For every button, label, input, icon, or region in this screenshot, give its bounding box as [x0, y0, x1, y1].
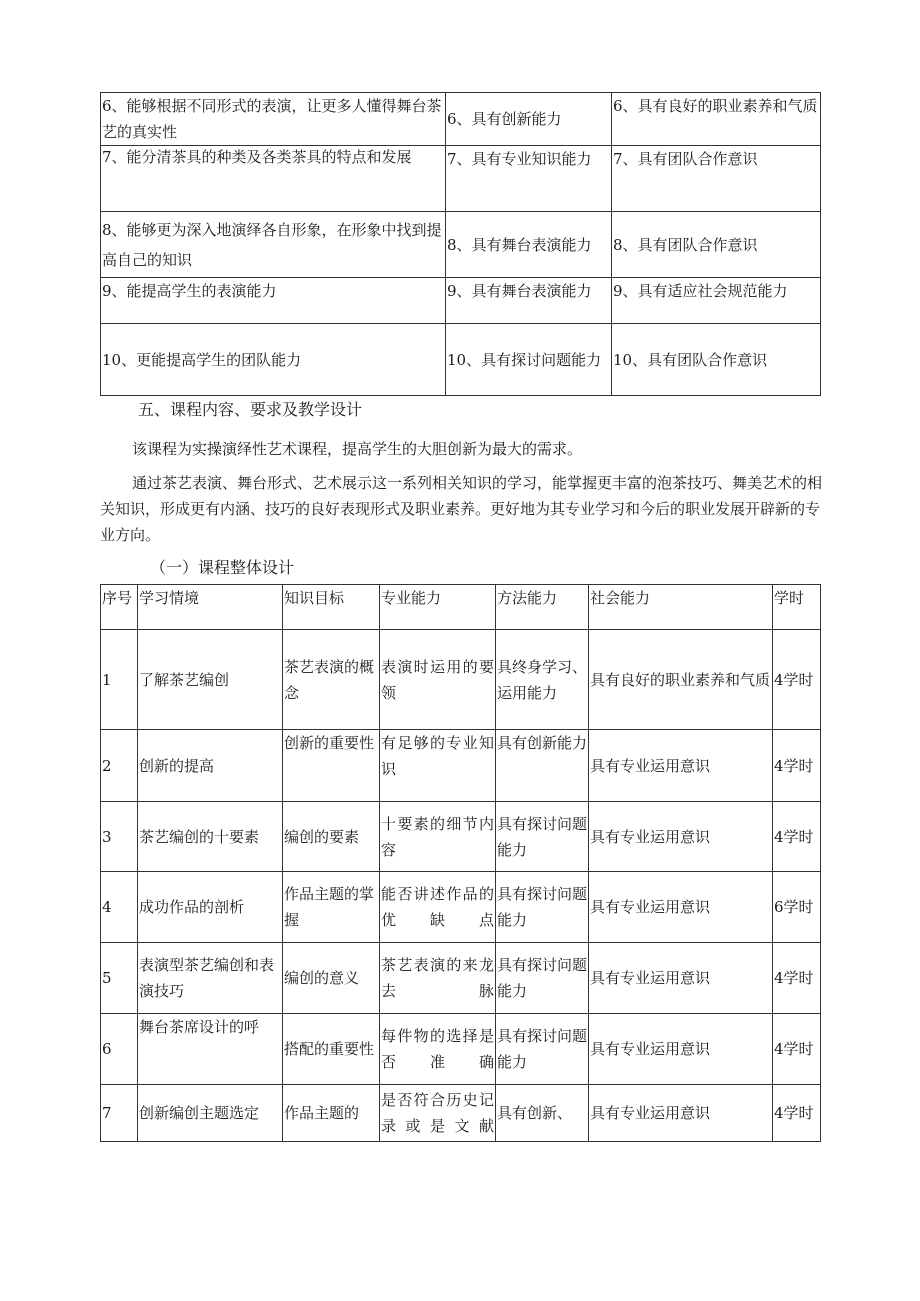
row-hours: 6学时 — [773, 872, 821, 943]
row-hours: 4学时 — [773, 730, 821, 802]
row-social: 具有专业运用意识 — [589, 872, 773, 943]
goal-cell: 8、能够更为深入地演绎各自形象，在形象中找到提高自己的知识 — [101, 212, 446, 278]
row-situation: 了解茶艺编创 — [138, 630, 283, 730]
row-professional: 是否符合历史记录或是文献 — [380, 1085, 496, 1142]
row-method: 具有探讨问题能力 — [496, 943, 589, 1014]
row-social: 具有专业运用意识 — [589, 1085, 773, 1142]
goal-cell: 9、能提高学生的表演能力 — [101, 278, 446, 324]
header-no: 序号 — [101, 585, 138, 630]
header-situation: 学习情境 — [138, 585, 283, 630]
table-row — [101, 278, 821, 324]
row-situation: 成功作品的剖析 — [138, 872, 283, 943]
row-no: 4 — [101, 872, 138, 943]
table-row — [101, 630, 821, 730]
table-row — [101, 1014, 821, 1085]
header-knowledge: 知识目标 — [283, 585, 380, 630]
row-professional: 有足够的专业知识 — [380, 730, 496, 802]
table-row — [101, 872, 821, 943]
table-row — [101, 146, 821, 212]
table-row — [101, 943, 821, 1014]
row-knowledge: 编创的意义 — [283, 943, 380, 1014]
paragraph: 通过茶艺表演、舞台形式、艺术展示这一系列相关知识的学习，能掌握更丰富的泡茶技巧、舞美艺术的相关知识，形成更有内涵、技巧的良好表现形式及职业素养。更好地为其专业学习和今后的职业发展开辟新的专业方向。 — [100, 474, 823, 544]
course-objectives-table — [100, 92, 821, 396]
row-social: 具有良好的职业素养和气质 — [589, 630, 773, 730]
paragraph: 该课程为实操演绎性艺术课程，提高学生的大胆创新为最大的需求。 — [132, 440, 583, 458]
row-situation: 创新的提高 — [138, 730, 283, 802]
row-knowledge: 作品主题的 — [283, 1085, 380, 1142]
subsection-heading: （一）课程整体设计 — [150, 558, 295, 577]
row-social: 具有专业运用意识 — [589, 1014, 773, 1085]
quality-cell: 7、具有团队合作意识 — [612, 146, 821, 212]
row-knowledge: 作品主题的掌握 — [283, 872, 380, 943]
row-no: 5 — [101, 943, 138, 1014]
row-method: 具终身学习、运用能力 — [496, 630, 589, 730]
table-row — [101, 802, 821, 872]
row-no: 1 — [101, 630, 138, 730]
row-professional: 茶艺表演的来龙去脉 — [380, 943, 496, 1014]
row-situation: 舞台茶席设计的呼 — [138, 1014, 283, 1085]
row-method: 具有探讨问题能力 — [496, 802, 589, 872]
quality-cell: 6、具有良好的职业素养和气质 — [612, 93, 821, 146]
quality-cell: 9、具有适应社会规范能力 — [612, 278, 821, 324]
course-design-table — [100, 584, 821, 1142]
table-row — [101, 93, 821, 146]
row-method: 具有探讨问题能力 — [496, 872, 589, 943]
row-professional: 每件物的选择是否准确 — [380, 1014, 496, 1085]
row-knowledge: 搭配的重要性 — [283, 1014, 380, 1085]
row-method: 具有创新、 — [496, 1085, 589, 1142]
row-method: 具有探讨问题能力 — [496, 1014, 589, 1085]
row-professional: 能否讲述作品的优缺点 — [380, 872, 496, 943]
row-hours: 4学时 — [773, 1014, 821, 1085]
header-method: 方法能力 — [496, 585, 589, 630]
row-situation: 表演型茶艺编创和表演技巧 — [138, 943, 283, 1014]
row-professional: 十要素的细节内容 — [380, 802, 496, 872]
row-professional: 表演时运用的要领 — [380, 630, 496, 730]
goal-cell: 10、更能提高学生的团队能力 — [101, 324, 446, 396]
quality-cell: 8、具有团队合作意识 — [612, 212, 821, 278]
header-hours: 学时 — [773, 585, 821, 630]
section-heading: 五、课程内容、要求及教学设计 — [138, 400, 363, 419]
ability-cell: 9、具有舞台表演能力 — [446, 278, 612, 324]
table-row — [101, 212, 821, 278]
row-social: 具有专业运用意识 — [589, 943, 773, 1014]
ability-cell: 10、具有探讨问题能力 — [446, 324, 612, 396]
goal-cell: 6、能够根据不同形式的表演，让更多人懂得舞台茶艺的真实性 — [101, 93, 446, 146]
row-hours: 4学时 — [773, 943, 821, 1014]
goal-cell: 7、能分清茶具的种类及各类茶具的特点和发展 — [101, 146, 446, 212]
row-no: 7 — [101, 1085, 138, 1142]
row-knowledge: 编创的要素 — [283, 802, 380, 872]
ability-cell: 7、具有专业知识能力 — [446, 146, 612, 212]
table-header-row — [101, 585, 821, 630]
quality-cell: 10、具有团队合作意识 — [612, 324, 821, 396]
row-no: 3 — [101, 802, 138, 872]
row-knowledge: 茶艺表演的概念 — [283, 630, 380, 730]
row-hours: 4学时 — [773, 1085, 821, 1142]
ability-cell: 6、具有创新能力 — [446, 93, 612, 146]
row-no: 2 — [101, 730, 138, 802]
row-social: 具有专业运用意识 — [589, 802, 773, 872]
header-social: 社会能力 — [589, 585, 773, 630]
row-social: 具有专业运用意识 — [589, 730, 773, 802]
row-hours: 4学时 — [773, 802, 821, 872]
row-hours: 4学时 — [773, 630, 821, 730]
table-row — [101, 730, 821, 802]
row-no: 6 — [101, 1014, 138, 1085]
table-row — [101, 324, 821, 396]
header-professional: 专业能力 — [380, 585, 496, 630]
row-situation: 茶艺编创的十要素 — [138, 802, 283, 872]
ability-cell: 8、具有舞台表演能力 — [446, 212, 612, 278]
table-row — [101, 1085, 821, 1142]
row-method: 具有创新能力 — [496, 730, 589, 802]
row-knowledge: 创新的重要性 — [283, 730, 380, 802]
row-situation: 创新编创主题选定 — [138, 1085, 283, 1142]
